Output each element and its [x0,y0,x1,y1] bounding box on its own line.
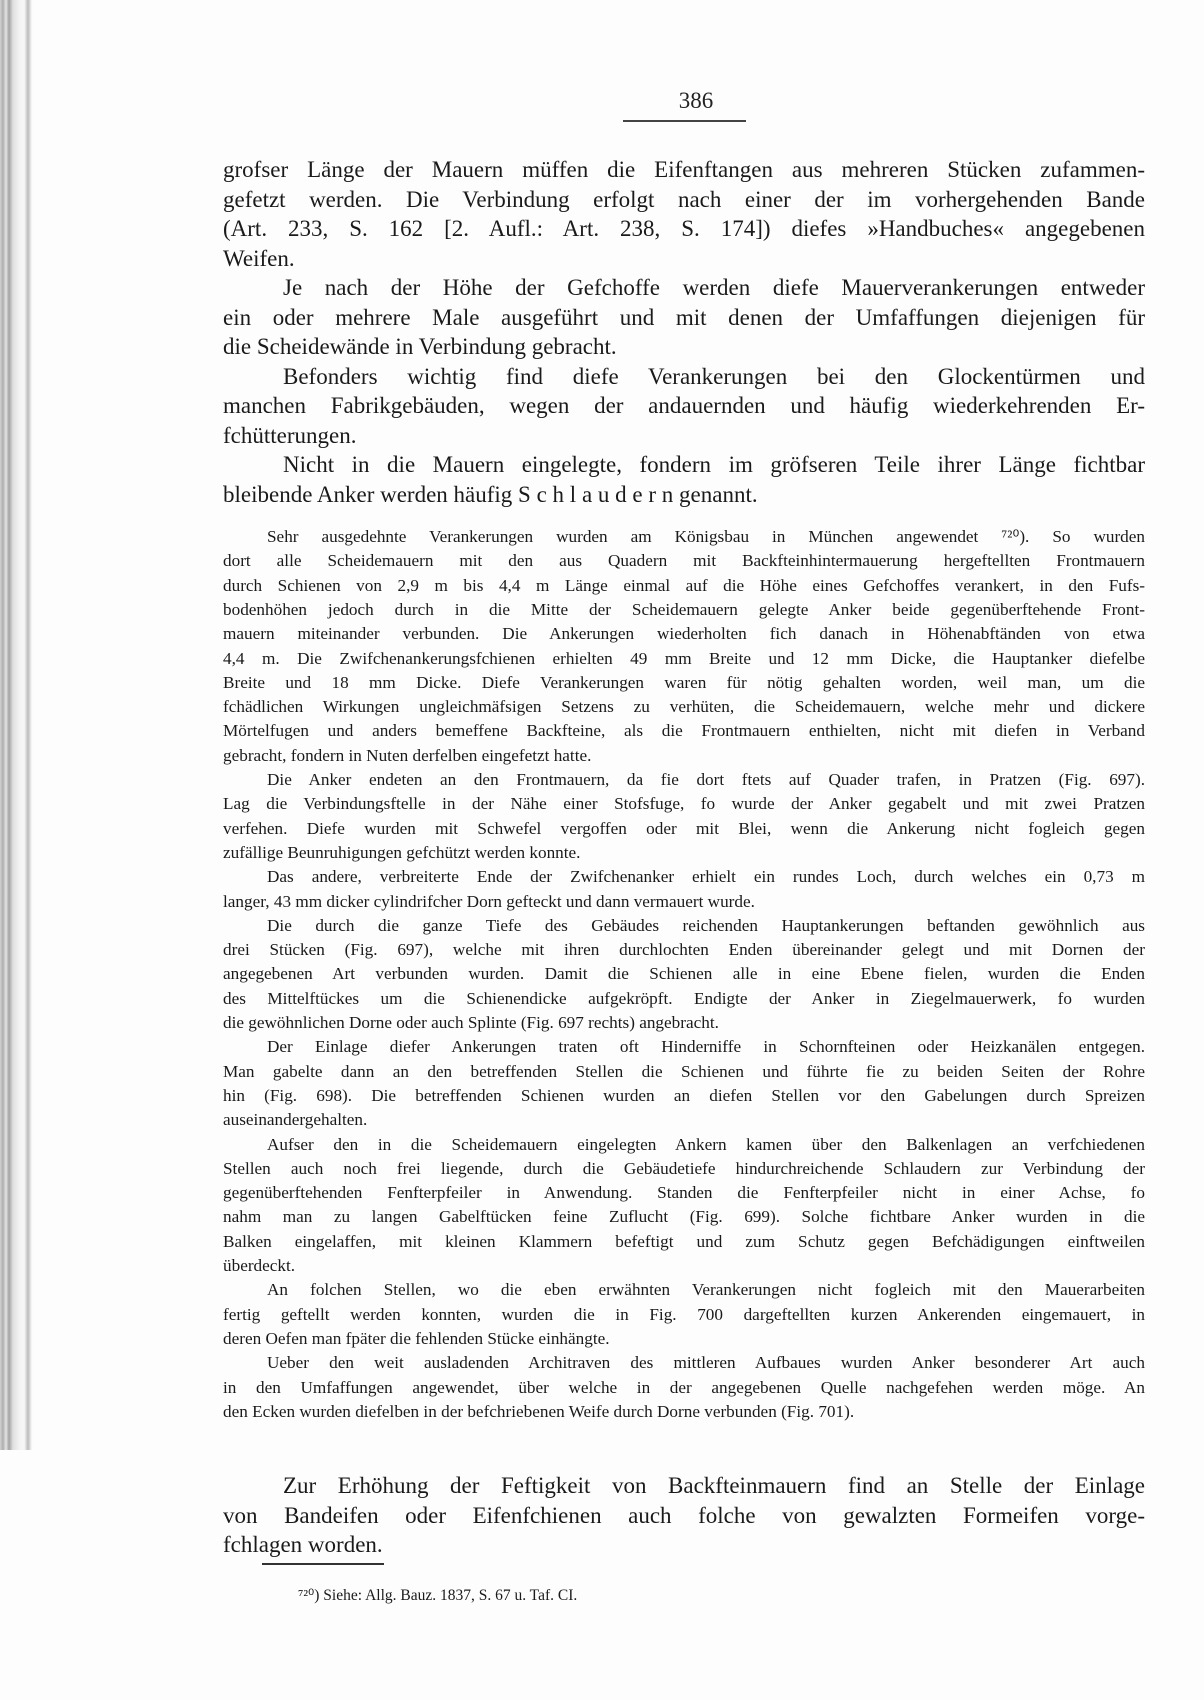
text-line: mauern miteinander verbunden. Die Ankerungen wiederholten fich danach in Höhenabftänden von etwa [223,624,1145,644]
text-line: die gewöhnlichen Dorne oder auch Splinte (Fig. 697 rechts) angebracht. [223,1013,719,1032]
text-line: Ueber den weit ausladenden Architraven des mittleren Aufbaues wurden Anker besonderer Art auch [267,1353,1145,1373]
text-line: langer, 43 mm dicker cylindrifcher Dorn gefteckt und dann vermauert wurde. [223,891,755,911]
text-line: die Scheidewände in Verbindung gebracht. [223,334,617,359]
text-line: durch Schienen von 2,9 m bis 4,4 m Länge einmal auf die Höhe eines Gefchoffes verankert, in den Fufs- [223,575,1145,595]
text-line: in den Umfaffungen angewendet, über welche in der angegebenen Quelle nachgefehen werden möge. An [223,1377,1145,1397]
text-line: fchädlichen Wirkungen ungleichmäfsigen Setzens zu verhüten, die Scheidemauern, welche mehr und dickere [223,697,1145,717]
text-line: hin (Fig. 698). Die betreffenden Schienen wurden an diefen Stellen vor den Gabelungen durch Spreizen [223,1085,1145,1105]
text-line: gebracht, fondern in Nuten derfelben eingefetzt hatte. [223,745,592,765]
text-line: gegenüberftehenden Fenfterpfeiler in Anwendung. Standen die Fenfterpfeiler nicht in einer Achse, fo [223,1183,1145,1203]
text-line: Je nach der Höhe der Gefchoffe werden diefe Mauerverankerungen entweder [283,275,1145,300]
text-line: des Mittelftückes um die Schienendicke aufgekröpft. Endigte der Anker in Ziegelmauerwerk, fo wurden [223,988,1145,1008]
footnote-rule [262,1563,384,1565]
text-line: auseinandergehalten. [223,1110,368,1130]
text-line: Zur Erhöhung der Feftigkeit von Backfteinmauern find an Stelle der Einlage [283,1473,1145,1498]
text-line: den Ecken wurden diefelben in der befchriebenen Weife durch Dorne verbunden (Fig. 701). [223,1401,855,1421]
text-line: Man gabelte dann an den betreffenden Stellen die Schienen und führte fie zu beiden Seiten der Rohre [223,1061,1145,1081]
text-line: Nicht in die Mauern eingelegte, fondern im gröfseren Teile ihrer Länge fichtbar [283,452,1145,477]
text-line: Breite und 18 mm Dicke. Diefe Verankerungen waren für nötig gehalten worden, weil man, um die [223,672,1145,692]
page-number-rule [623,120,746,122]
text-line: An folchen Stellen, wo die eben erwähnten Verankerungen nicht fogleich mit den Mauerarbeiten [267,1280,1145,1300]
text-line: gefetzt werden. Die Verbindung erfolgt nach einer der im vorhergehenden Bande [223,186,1145,212]
text-line: Sehr ausgedehnte Verankerungen wurden am Königsbau in München angewendet ⁷²⁰). So wurden [267,527,1145,546]
text-line: Der Einlage diefer Ankerungen traten oft Hinderniffe in Schornfteinen oder Heizkanälen entgegen. [267,1037,1145,1057]
text-line: (Art. 233, S. 162 [2. Aufl.: Art. 238, S. 174]) diefes »Handbuches« angegebenen [223,216,1145,241]
text-line: Lag die Verbindungsftelle in der Nähe einer Stofsfuge, fo wurde der Anker gegabelt und mit zwei Pratzen [223,794,1145,814]
text-line: manchen Fabrikgebäuden, wegen der andauernden und häufig wiederkehrenden Er- [223,393,1145,418]
text-line: dort alle Scheidemauern mit den aus Quadern mit Backfteinhintermauerung hergeftellten Frontmauern [223,551,1145,571]
text-line: Die Anker endeten an den Frontmauern, da fie dort ftets auf Quader trafen, in Pratzen (Fig. 697). [267,770,1145,789]
text-line: Befonders wichtig find diefe Verankerungen bei den Glockentürmen und [283,363,1145,389]
text-line: Stellen auch noch frei liegende, durch die Gebäudetiefe hindurchreichende Schlaudern zur Verbindung der [223,1158,1145,1178]
page-number: 386 [678,88,714,113]
text-line: Mörtelfugen und anders bemeffene Backfteine, als die Frontmauern enthielten, nicht mit diefen in Verband [223,721,1145,741]
text-line: nahm man zu langen Gabelftücken feine Zuflucht (Fig. 699). Solche fichtbare Anker wurden in die [223,1207,1145,1227]
text-line: angegebenen Art verbunden wurden. Damit die Schienen alle in eine Ebene fielen, wurden die Enden [223,964,1145,984]
text-line: Balken eingelaffen, mit kleinen Klammern befeftigt und zum Schutz gegen Befchädigungen einftweilen [223,1231,1145,1251]
text-line: grofser Länge der Mauern müffen die Eifenftangen aus mehreren Stücken zufammen- [223,157,1145,182]
book-binding-line [24,0,32,1450]
text-line: deren Oefen man fpäter die fehlenden Stücke einhängte. [223,1328,610,1348]
text-line: zufällige Beunruhigungen gefchützt werden konnte. [223,842,581,862]
text-line: fchütterungen. [223,422,357,448]
text-line: Die durch die ganze Tiefe des Gebäudes reichenden Hauptankerungen beftanden gewöhnlich aus [267,915,1145,935]
text-line: 4,4 m. Die Zwifchenankerungsfchienen erhielten 49 mm Breite und 12 mm Dicke, die Hauptanker diefelbe [223,648,1145,668]
text-line: fertig geftellt werden konnten, wurden die in Fig. 700 dargeftellten kurzen Ankerenden eingemauert, in [223,1304,1145,1324]
text-line: ein oder mehrere Male ausgeführt und mit denen der Umfaffungen diejenigen für [223,304,1145,330]
text-line: überdeckt. [223,1256,296,1275]
text-line: drei Stücken (Fig. 697), welche mit ihren durchlochten Enden übereinander gelegt und mit Dornen der [223,940,1145,960]
text-line: bodenhöhen jedoch durch in die Mitte der Scheidemauern gelegte Anker beide gegenüberftehende Front- [223,599,1145,619]
text-line: bleibende Anker werden häufig S c h l a u d e r n genannt. [223,481,758,507]
text-line: verfehen. Diefe wurden mit Schwefel vergoffen oder mit Blei, wenn die Ankerung nicht fogleich gegen [223,818,1145,838]
text-line: Weifen. [223,245,295,271]
text-line: Das andere, verbreiterte Ende der Zwifchenanker erhielt ein rundes Loch, durch welches ein 0,73 m [267,867,1145,887]
text-line: von Bandeifen oder Eifenfchienen auch folche von gewalzten Formeifen vorge- [223,1502,1145,1528]
text-line: Aufser den in die Scheidemauern eingelegten Ankern kamen über den Balkenlagen an verfchiedenen [267,1134,1145,1154]
footnote: ⁷²⁰) Siehe: Allg. Bauz. 1837, S. 67 u. Taf. CI. [298,1587,578,1604]
text-line: fchlagen worden. [223,1532,383,1557]
